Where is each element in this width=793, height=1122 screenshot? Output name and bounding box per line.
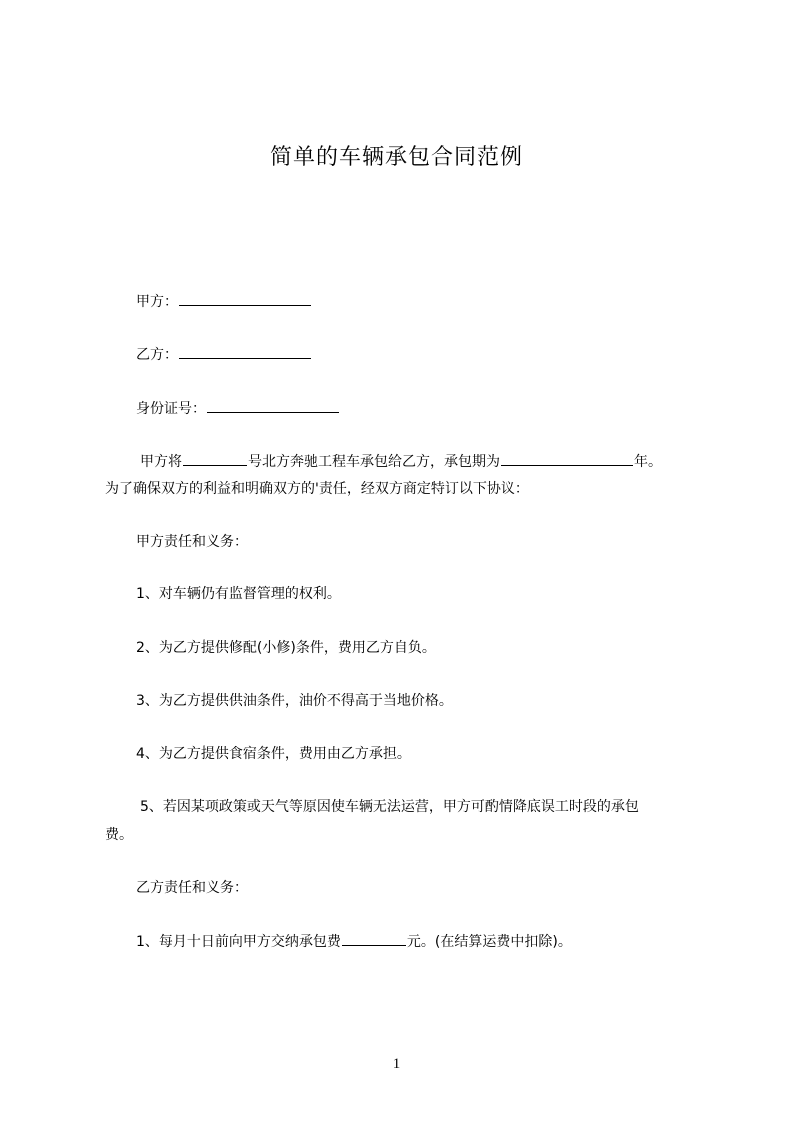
party-a-item-1: 1、对车辆仍有监督管理的权利。 — [136, 586, 341, 602]
party-a-item-3: 3、为乙方提供供油条件，油价不得高于当地价格。 — [136, 693, 453, 709]
party-b-blank — [179, 346, 311, 359]
intro-text-3: 年。 — [634, 454, 662, 470]
party-b-item-1-text-1: 1、每月十日前向甲方交纳承包费 — [136, 934, 341, 950]
page-number: 1 — [392, 1056, 401, 1072]
page-title: 简单的车辆承包合同范例 — [269, 145, 523, 170]
intro-line-1 — [140, 453, 662, 470]
party-a-item-4: 4、为乙方提供食宿条件，费用由乙方承担。 — [136, 746, 411, 762]
party-a-item-2: 2、为乙方提供修配(小修)条件，费用乙方自负。 — [136, 640, 436, 656]
intro-text-1: 甲方将 — [140, 454, 182, 470]
id-number-blank — [207, 400, 339, 413]
party-a-line — [136, 293, 312, 310]
party-b-item-1-text-2: 元。(在结算运费中扣除)。 — [406, 934, 572, 950]
party-a-blank — [179, 293, 311, 306]
intro-line-2: 为了确保双方的利益和明确双方的'责任，经双方商定特订以下协议： — [105, 481, 529, 497]
contract-term-blank — [501, 453, 633, 466]
party-b-duties-heading: 乙方责任和义务： — [136, 880, 248, 896]
party-b-line — [136, 346, 312, 363]
party-b-item-1 — [136, 933, 572, 950]
party-a-label: 甲方： — [136, 294, 178, 310]
vehicle-number-blank — [183, 453, 247, 466]
party-a-item-5-line-1: 5、若因某项政策或天气等原因使车辆无法运营，甲方可酌情降底误工时段的承包 — [140, 799, 639, 815]
id-number-label: 身份证号： — [136, 401, 206, 417]
party-a-duties-heading: 甲方责任和义务： — [136, 534, 248, 550]
id-number-line — [136, 400, 340, 417]
fee-amount-blank — [342, 933, 406, 946]
intro-text-2: 号北方奔驰工程车承包给乙方，承包期为 — [248, 454, 500, 470]
party-b-label: 乙方： — [136, 347, 178, 363]
party-a-item-5-line-2: 费。 — [105, 827, 133, 843]
